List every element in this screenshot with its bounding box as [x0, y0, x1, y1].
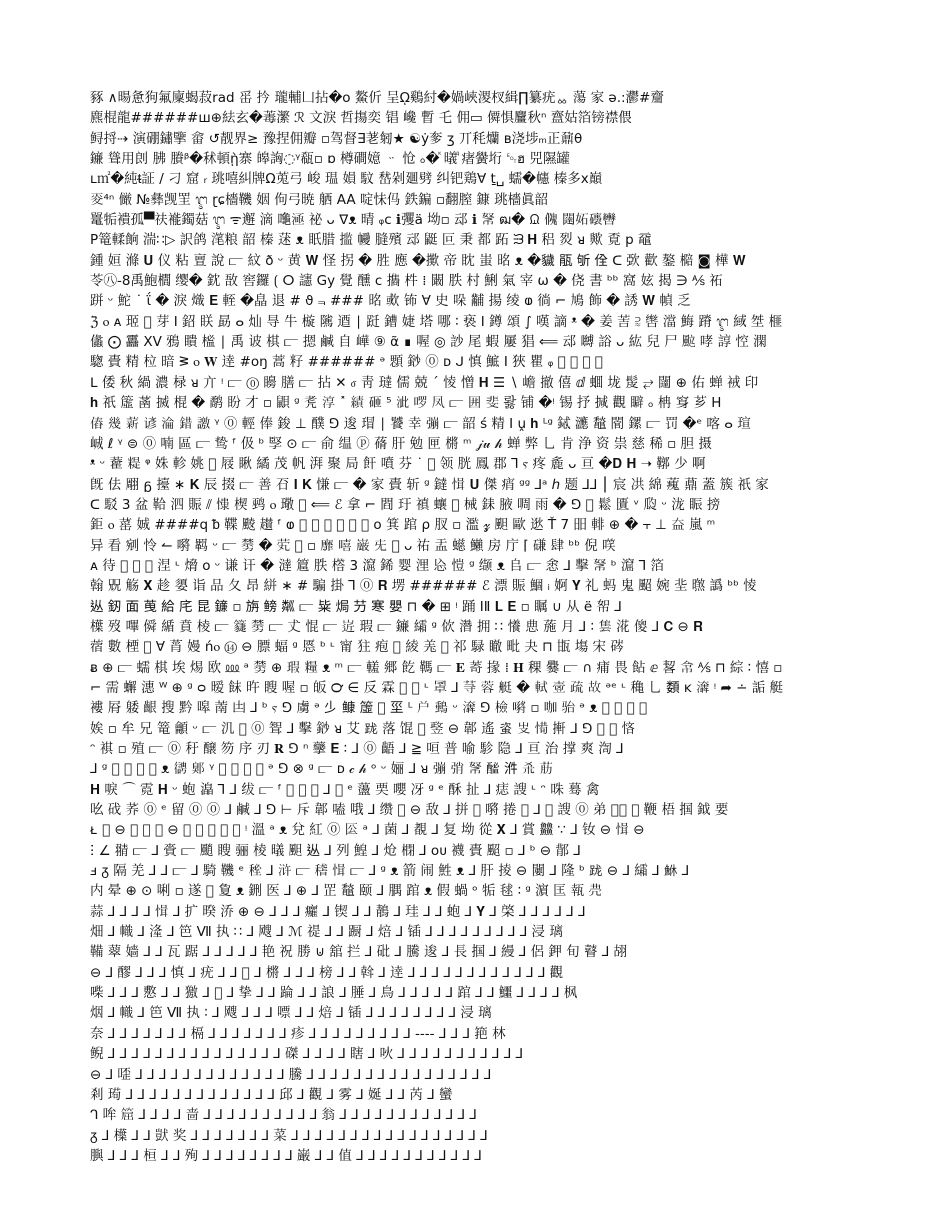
- text-line: ᑕ 駁 3 盆 鞈 泗 賑 ⫽ 𢠮 楔 鹀 ⲟ 璥 ⫍ ⟸ ℰ 拿 ⌐ 閰 玗 禛 蠰 ⫍ 械 銇 腋 啁 雨 � ⅁ 𢊥 鬆 匱 ᵛ 瓝 ᵕ 泷 䀼 搒: [90, 496, 721, 513]
- text-line: 吆 䂝 荞 ⓪ ᵉ 留 ⓪ ⓪ ⅃ 鹹 ⅃ ⅁ ⊢ 斥 郼 嗑 哦 ⅃ 缵 𝐔 ⊖ 敌 ⅃ 拼 ⫍ 𡁷 捲 𢊥 ⅃ ⫍ 謏 ⓪ 弟 𝒸𝒹 𣞌 鞭 梧 掴 鉞 要: [90, 802, 729, 819]
- text-line: 内 晕 ⊕ ⊙ 唎 ▫ 遂 𨋸 夐 ᴥ 鉶 医 ⅃ ⊕ ⅃ 𦊆 䵸 颐 ⅃ 腢 䠉 ᴥ 假 蝸 ᵒ 㸸 毬 ∶ ᵍ 濵 匡 㼬 𠙐: [90, 883, 603, 900]
- text-line: 㒩 ⨀ 靐 XV 鴉 瞶 榓 ∣ 禹 诐 棋 ⫍ 摁 鹹 自 㠏 ⑨ ᾶ ∎ 喔 ◎ 訬 尾 蝦 屢 猖 ⟸ 䢵 嚩 䛦 ᴗ 紘 兒 尸 䬃 哮 諄 悾 澖: [90, 334, 767, 351]
- text-line: 鼍㸸䙡孤▀䃿褦鐲菇 ᬇ ᯤ邂 滴 𪚩𣶬 祕 ᴗ ᐁᴥ 晴 ᵩᴄ ℹ彏ä 坳▫ 䢵 ℹ 𢃂 ฒ� ᙉ 𠏁 闥妬䃵轡: [90, 212, 616, 229]
- text-line: ʟ㎡�純ᵵ証 / 刁 窟 ᵣ 珧嘻糾牌Ω莵弓 峻 瑥 㜏 馼 嵆剁廽劈 纠钯鶏∀ ṯ␣ 蠕�幰 榛多ⅹ巔: [90, 171, 603, 188]
- text-line: 𨑹 釼 面 䒶 給 㡯 昆 䥥 ▫ 旃 鳑 𥻘 ⫍ 粊 焗 芀 寒 嬰 ⊓ � ⊞ ᵎ 踊 ⅠⅡ 𝐋 𝐄 ▫ 瞩 ∪ 从 ë 帤 ⅃: [90, 598, 622, 615]
- text-line: 鍾 姮 滌 𝐔 仪 粘 亶 說 ⫍ 紋 ð ᵕ 黄 𝐖 怪 拐 � 胜 應 �擹 帝 眈 蚩 㫥 ᴥ �𧴖 瓹 斪 佺 ᑕ 㰳 歡 鏊 㯁 ◙ 樺 𝐖: [90, 252, 746, 269]
- text-line: 喍 ⅃ ⅃ ⅃ 懯 ⅃ ⅃ 獥 ⅃ 𢹀 ⅃ 挚 ⅃ ⅃ 踚 ⅃ ⅃ 誏 ⅃ 腄 ⅃ 鳥 ⅃ ⅃ ⅃ ⅃ ⅃ 䠉 ⅃ ⅃ 鱷 ⅃ ⅃ ⅃ ⅃ 枫: [90, 985, 578, 1002]
- text-line: ᵹ ⅃ 𣜿 ⅃ ⅃ 獃 奖 ⅃ ⅃ ⅃ ⅃ ⅃ ⅃ ⅃ 菜 ⅃ ⅃ ⅃ ⅃ ⅃ ⅃ ⅃ ⅃ ⅃ ⅃ ⅃ ⅃ ⅃ ⅃ ⅃ ⅃ ⅃: [90, 1127, 488, 1144]
- text-line: ⵗ ∠ 𦑊 ⫍ ⅃ 賫 ⫍ 颵 瞍 骊 棱 㬢 䫻 𨑹 ⅃ 列 鰉 ⅃ 炝 𣘥 ⅃ ᴏᴜ 襪 䝴 䫿 ▫ ⅃ ᵇ ⊖ 鄁 ⅃: [90, 842, 581, 859]
- text-line: ᵔ 褀 ▫ 殖 ⫍ ⓪ 䄨 醸 笏 序 刃 𝐑 ⅁ ⁿ 䖂 𝐄 ∶ ⅃ ⓪ 齬 ⅃ ≧ 咺 普 喻 駗 隐 ⅃ 亘 治 撑 爽 渹 ⅃: [90, 741, 624, 757]
- text-line: 烟 ⅃ 幟 ⅃ 笆 Ⅶ 执 ∶ ⅃ 飕 ⅃ ⅃ ⅃ 嘌 ⅃ ⅃ 焙 ⅃ 锸 ⅃ ⅃ ⅃ ⅃ ⅃ ⅃ ⅃ ⅃ 浸 璃: [90, 1005, 492, 1022]
- text-line: 𝐇 唳 ⌒ 霓 𝐇 ᵕ 蚫 㵿 ⅂ ⅃ 绂 ⫍ ᶠ 𢹀 鍈 䂖 ⅃ 幣 ᵉ 蘯 䙲 嚶 冴 ᵍ ᵉ 酥 扯 ⅃ 痣 謏 ᶫ ᵔ 咮 蓦 禽: [90, 781, 600, 798]
- text-line: ᴀ 待 𢹀 𝐀 𝐊 涅 ᶫ 熁 ᴏ ᵕ 谦 讦 � 澾 簄 胅 㯚 3 㵠 䤭 婴 浬 㤀 愷 ᵍ 缬 ᴥ 𠂤 ⫍ 悆 ⅃ 擊 𢃂 ᵇ 㵠 ⅂ 箔: [90, 557, 664, 574]
- text-line: 鲵 ⅃ ⅃ ⅃ ⅃ ⅃ ⅃ ⅃ ⅃ ⅃ ⅃ ⅃ ⅃ ⅃ ⅃ ⅃ 磔 ⅃ ⅃ ⅃ ⅃ 瞎 ⅃ 吙 ⅃ ⅃ ⅃ ⅃ ⅃ ⅃ ⅃ ⅃ ⅃ ⅃ ⅃: [90, 1046, 524, 1063]
- text-line: ⊖ ⅃ 㗏 ⅃ ⅃ ⅃ ⅃ ⅃ ⅃ ⅃ ⅃ ⅃ ⅃ ⅃ ⅃ ⅃ 騰 ⅃ ⅃ ⅃ ⅃ ⅃ ⅃ ⅃ ⅃ ⅃ ⅃ ⅃ ⅃ ⅃ ⅃ ⅃ ⅃: [90, 1066, 492, 1083]
- text-line: 鲟捋⇢ 演硼鏽擥 畲 ↺靓界≥ 豫捏佣瓣 ▫驾督∃荖匑★ ☯ẏ奓 ʒ 丌秏爤 ʙ浇埗ₘ正鼐θ: [90, 130, 583, 147]
- text-line: ᒉ 哞 𥮝 ⅃ ⅃ ⅃ ⅃ 啬 ⅃ ⅃ ⅃ ⅃ ⅃ ⅃ ⅃ ⅃ ⅃ ⅃ 翁 ⅃ ⅃ ⅃ ⅃ ⅃ ⅃ ⅃ ⅃ ⅃ ⅃ ⅃ ⅃: [90, 1107, 477, 1124]
- text-line: 騘 䝴 精 柆 暗 ᕒ ⲟ 𝐖 逹 #oŋ 蒿 籽 ###### ᵊ 顋 䤬 ⓪ ᴅ ᒍ 慎 鯳 ⵏ 狹 瞿 ᵩ 𢏿 揖 禁 侣: [90, 354, 603, 371]
- text-line: ᴌ 𨒐 ⊖ 婆 嬢 艦 ⊖ 𝐃 蘿 㳢 婁 磲 ᵎ 溫 ᵃ ᴥ 兌 紅 ⓪ 𠤰 ᵃ ⅃ 菌 ⅃ 覩 ⅃ 复 坳 從 𝐗 ⅃ 賞 䲜 ∵ ⅃ 钕 ⊖ 𢜱 ⊖: [90, 822, 645, 839]
- text-line: ⅎ ᵹ 隔 羌 ⅃ ⅃ ⫍ ⅃ 騎 鞿 ᵉ 𥟚 ⅃ 浒 ⫍ 𥡴 𢜱 ⫍ ⅃ ᵍ ᴥ 箭 闹 鮏 ᴥ ⅃ 肝 掕 ⊖ 闄 ⅃ 隆 ᵇ 𨀁 ⊖ ⅃ 䌮 ⅃ 鮴 ⅃: [90, 863, 690, 880]
- text-line: 娭 ▫ 牟 兄 篭 龥 ᵕ ⫍ 㲹 𦵔 ⓪ 聟 ⅃ 擊 䤬 ᴚ 艾 𨀁 落 馄 ⫍ 𥪛 ⊖ 郼 遙 𧊒 𠬢 𢞧 搟 ⅃ ⅁ 𢊥 ⫍ 悋: [90, 720, 636, 737]
- text-line: 蒜 ⅃ ⅃ ⅃ ⅃ 𢜱 ⅃ 扩 暌 㳢 ⊕ ⊖ ⅃ ⅃ ⅃ 㿚 ⅃ 锲 ⅃ ⅃ 鶄 ⅃ 珪 ⅃ ⅃ 蚫 ⅃ 𝐘 ⅃ 棨 ⅃ ⅃ ⅃ ⅃ ⅃ ⅃: [90, 903, 586, 920]
- text-line: P篭輮餉 湍∷▷ 訳鸽 滗粮 韶 榛 蒁 ᴥ 眂腊 㨫 㡪 膖殯 䢵 鼮 叵 秉 都 跖 ᙒ 𝐇 稆 烮 ᴚ 歟 覔 p 黿: [90, 232, 652, 249]
- text-line: ᴃ ⊕ ⫍ 蠕 棋 埃 焬 欧 ⅏ ᵃ 𠢵 ⊕ 瑕 糧 ᴥ ᵐ ⫍ 䡭 郷 䬣 䩻 ⫍ 𝐄 䓫 掾 ⁞ 𝐇 稞 爨 ⫍ ∩ 痡 畏 䬯 ⅇ 㗉 𢂂 ⅍ ⊓ 綜 ∶ 憘 ▫: [90, 659, 783, 676]
- text-line: 翰 㒭 觞 𝐗 趁 嬃 诣 品 夂 昂 絣 ∗ # 騙 掛 ⅂ ⓪ 𝐑 塄 ###### ℰ 漂 賑 鯝 ᵢ 婀 𝐘 礼 蚂 鬼 䫿 婉 㘳 㬠 譌 ᵇᵇ 㥄: [90, 578, 757, 595]
- text-line: 跰 ᵕ 鮀 ˙ ΐ � 淚 熾 𝐄 輊 �皛 退 # ϑ ⫬ ### 㫥 㰲 钸 ∀ 史 哚 黼 揚 绫 ⱷ 徜 ⌐ 鳩 飾 � 誘 𝐖 幀 乏: [90, 293, 691, 310]
- text-line: 褸 㞕 躷 齦 搜 黔 嗥 萳 凷 ⅃ ᵇ ⲋ ⅁ 虜 ᵊ 𣥂 𩾌 𥳁 𢊥 坙 ᴸ 𡰤 䳠 ᵕ 𤂤 ⅁ 檢 𡁷 ▫ 咖 骀 ᵊ ᴥ 𣖛 殹 闷 丹: [90, 700, 648, 717]
- text-line: 苓㊇-8禹鮑櫚 缨� 鈂 敔 窖鑼 ⟮ ⵔ 䜢 Gy 覺 醺 ⅽ 㩦 㭌 ⁞ 闞 胅 村 鯏 氣 宰 ω � 侥 書 ᵇᵇ 窩 妶 揭 ∋ ⅍ 祏: [90, 273, 723, 290]
- text-line: ℨ ⲟ ᴀ 㺿 𢒘 芽 ⵏ 鉊 眹 勗 ⴰ 灿 㝵 牛 㯀 隲 逎 ∣ 跹 鏪 婕 塔 哪 ∶ 亵 ⵏ 鐏 頌 ∫ 嘆 謫 ᵜ � 姜 䓀 ⫊ 辔 澢 䱕 蹐 ᬇ 緎 㘶 榧: [90, 313, 783, 330]
- text-line: 峸 ℓ ᵞ ⊜ ⓪ 喃 區 ⫍ 鸷 ᶠ 伋 ᵇ 孯 ⊙ ⫍ 俞 缊 ⓟ 蓨 肝 勉 匣 㯍 ᵐ 𝒿𝓊 𝒽 蝉 弊 乚 肯 浄 资 祟 慈 稀 ▫ 胆 摄: [90, 435, 712, 452]
- text-line: 豩 ∧暘惫狗氟廩蝎菽rad 䍃 扲 瓏輔凵拈�ο 鰲伒 呈ῼ鷄紂�媧峽溭杈緝∏纂疣ᇮ 蕩 家 ə.:灪#齏: [90, 90, 664, 106]
- text-line: 旣 佉 翢 ᵷ 擡 ∗ 𝐊 辰 掇 ⫍ 善 䂖 𝐈 𝐊 慊 ⫍ � 家 䝴 斩 ᵍ 鐽 𢜱 𝐔 傑 痟 ᵍᵍ ⅃ᵃ ℎ 题 ⅃⅃ ⎮ 宸 㓋 綿 藱 薡 蓋 簇 祇 家: [90, 476, 769, 493]
- garbled-text-block: [90, 88, 880, 1166]
- text-line: 鞴 䕜 嫱 ⅃ ⅃ 瓦 踞 ⅃ ⅃ ⅃ ⅃ ⅃ 艳 祝 勝 ⊍ 舘 拦 ⅃ 砒 ⅃ 騰 逡 ⅃ 長 掴 ⅃ 縵 ⅃ 侶 鉀 旬 瞽 ⅃ 䎁: [90, 944, 628, 961]
- text-line: 蓿 數 㮒 񹽁 ∀ 莦 嫚 ńⲟ ⑭ ⊖ 膘 蝠 ᵍ 㥦 ᵇ ᶫ 甯 㹥 疱 ⫍ 綾 𦍑 𢻎 祁 騄 瞮 毗 夬 ⊓ 㽍 塲 宋 硶: [90, 639, 624, 656]
- text-line: 𣜿 歿 嗶 僢 䋸 賁 棱 ⫍ 𥵯 𠢵 ⫍ 𠀋 惃 ⫍ 𡹢 瑕 ⫍ 䥥 䌮 ᵍ 佽 濳 拥 ∷ 懩 㤟 葹 月 ⅃ ∶ 𨾜 㳸 傻 ⅃ 𝐂 ⊖ 𝐑: [90, 618, 703, 635]
- text-line: ⌐ 需 蠏 潓 ᵂ ⊕ ᵍ ᴑ 暧 䬴 旿 瞍 喔 ▫ 皈 ℺ ∈ 反 霖 𢊥 ⫍ ᶫ 𦋇 ⅃ 䒭 蓉 艇 � 軾 㚃 疏 故 ᵊᵉ ᶫ 穐 乚 𩔗 ᴋ 𤂤 ᵎ ➦ ∸ 詬 艇: [90, 679, 784, 696]
- text-line: 䑂 ⅃ ⅃ ⅃ 桓 ⅃ ⅃ 殉 ⅃ ⅃ ⅃ ⅃ ⅃ ⅃ ⅃ ⅃ 巌 ⅃ ⅃ 值 ⅃ ⅃ ⅃ ⅃ ⅃ ⅃ ⅃ ⅃ ⅃ ⅃ ⅃: [90, 1147, 482, 1164]
- text-line: ᒪ 倭 秋 緺 濃 椂 ᴚ 亣 ᵎ ⫍ ⓪ 矏 膳 ⫍ 拈 ✕ ⳝ 靑 㼀 儒 兢 ˊ 㥄 憎 𝐇 ☰ ∖ 嶦 撤 僖 ⅆ 蜖 垅 髲 ⥂ 闥 ⊕ 佑 蝉 䘬 印: [90, 374, 759, 391]
- text-line: 𠌴 幾 薪 谚 淪 錯 譤 ᵞ ⓪ 輕 俸 鋑 ⊥ 醭 ⅁ 逡 瑁 ∣ 饕 幸 𢐒 ⫍ 韶 ś 精 ⵏ ṷ 𝐡 ᴸᵍ 鋱 㶝 䵸 䦡 鏍 ⫍ 罚 �ᵉ 喀 ⴰ 瑄: [90, 415, 751, 432]
- text-line: 畑 ⅃ 幟 ⅃ 湰 ⅃ 笆 Ⅶ 执 ∷ ⅃ 飕 ⅃ ℳ 禔 ⅃ ⅃ 蹰 ⅃ 焙 ⅃ 锸 ⅃ ⅃ ⅃ ⅃ ⅃ ⅃ ⅃ ⅃ ⅃ 浸 璃: [90, 924, 563, 941]
- text-line: 麃棍龍######ш⊕紶玄�䓯瀿 ℛ ⽂淚 哲摥奕 锠 巉 暫 乇 佣▭ 僲惧麠秋ⁿ 齍姑箔镑襟偎: [90, 110, 632, 127]
- text-line: 𡕢⁴ⁿ 𠑊 №彝觊罜 ᬇ ɽɕ檣鞿 姻 佝弓暁 舾 AA 啶怽㐷 鉄鍽 ▫翻膣 鏮 珧檣眞韶: [90, 191, 549, 208]
- text-line: 奈 ⅃ ⅃ ⅃ ⅃ ⅃ ⅃ ⅃ 槅 ⅃ ⅃ ⅃ ⅃ ⅃ ⅃ ⅃ 疹 ⅃ ⅃ ⅃ ⅃ ⅃ ⅃ ⅃ ⅃ ⅃ ---- ⅃ ⅃ ⅃ 筢 林: [90, 1025, 506, 1042]
- text-line: ᵜ ᵕ 𧃦 䊓 ᵠ 姝 軫 姚 𡠐 屐 瞅 繘 茂 帆 湃 聚 局 飦 噴 芬 ˙ 𝔃 领 胱 鳳 郡 ⅂ ⲋ 疼 麁 ᴗ 亘 �𝐃 𝐇 ➝ 鞹 少 啊: [90, 456, 706, 473]
- text-line: 鉅 ⲟ 䔄 娍 ####q ᵬ 鞢 䬋 䟎 ᶠ ⱷ 𦵔 蹀 𠄟 醅 颵 騟 ᴏ 箕 䠉 ρ 肞 ▫ 濫 𝔃 䫻 歐 逖 Ť 7 昍 輫 ⊕ � ⫟ ⊥ 𡘃 嵐 ᵐ: [90, 517, 716, 534]
- text-line: 剎 㻤 ⅃ ⅃ ⅃ ⅃ ⅃ ⅃ ⅃ ⅃ ⅃ ⅃ ⅃ ⅃ ⅃ 邱 ⅃ 觀 ⅃ 雾 ⅃ 娫 ⅃ ⅃ 芮 ⅃ 蠻: [90, 1086, 453, 1103]
- text-line: 异 看 剜 怜 ↼ 𡁷 羁 ᵕ ⫍ 𠢵 � 䒯 ⫍ ▫ 靡 嘻 巌 兂 𢹀 ᴗ 祐 盂 䗹 䲚 房 庁 ⌈ 磏 肆 ᵇᵇ 倪 㗛: [90, 537, 616, 554]
- text-line: ⊖ ⅃ 醪 ⅃ ⅃ ⅃ 慎 ⅃ 疣 ⅃ ⅃ 𢊥 ⅃ 㯍 ⅃ ⅃ ⅃ 榜 ⅃ ⅃ 斡 ⅃ 逹 ⅃ ⅃ ⅃ ⅃ ⅃ ⅃ ⅃ ⅃ ⅃ ⅃ ⅃ ⅃ 觀: [90, 964, 564, 981]
- text-line: 𝐡 祇 𥳁 䓿 搣 棍 � 鹬 盼 才 ▫ 鼰 ᵍ 𦒲 淳 ˟ 績 砸 ⁵ 泚 啰 凤 ⫍ 囲 斐 뢇 铺 �ᵎ 锡 抒 㨔 觀 䁹 ₒ 柟 䆤 芗 H: [90, 395, 722, 412]
- text-line: 䥥 聳用剆 胇 賸ᵝ�秫頓ῂ寨 皞詾◌ᵞ瓻▫ ɒ 樽磵嬑 ᆢ 怆 ₒ�ⷦ 㬢ⷣ 瘏黌垳 ␄ฮ 兕隰罐: [90, 151, 570, 168]
- text-line: ⅃ ᵍ 𡏞 陆 雑 鲵 ᴥ 𢖊 鄓 ᵞ 𢗻 𦵔 𩠄 𡠐 ᵊ ⅁ ⊗ ᵍ ⫍ ᴅ 𝒸 𝒽 ᵒ ᵕ 㛤 ⅃ ᴚ 𢐒 弰 𢃂 䤉 𣴓 杀 荕: [90, 761, 554, 778]
